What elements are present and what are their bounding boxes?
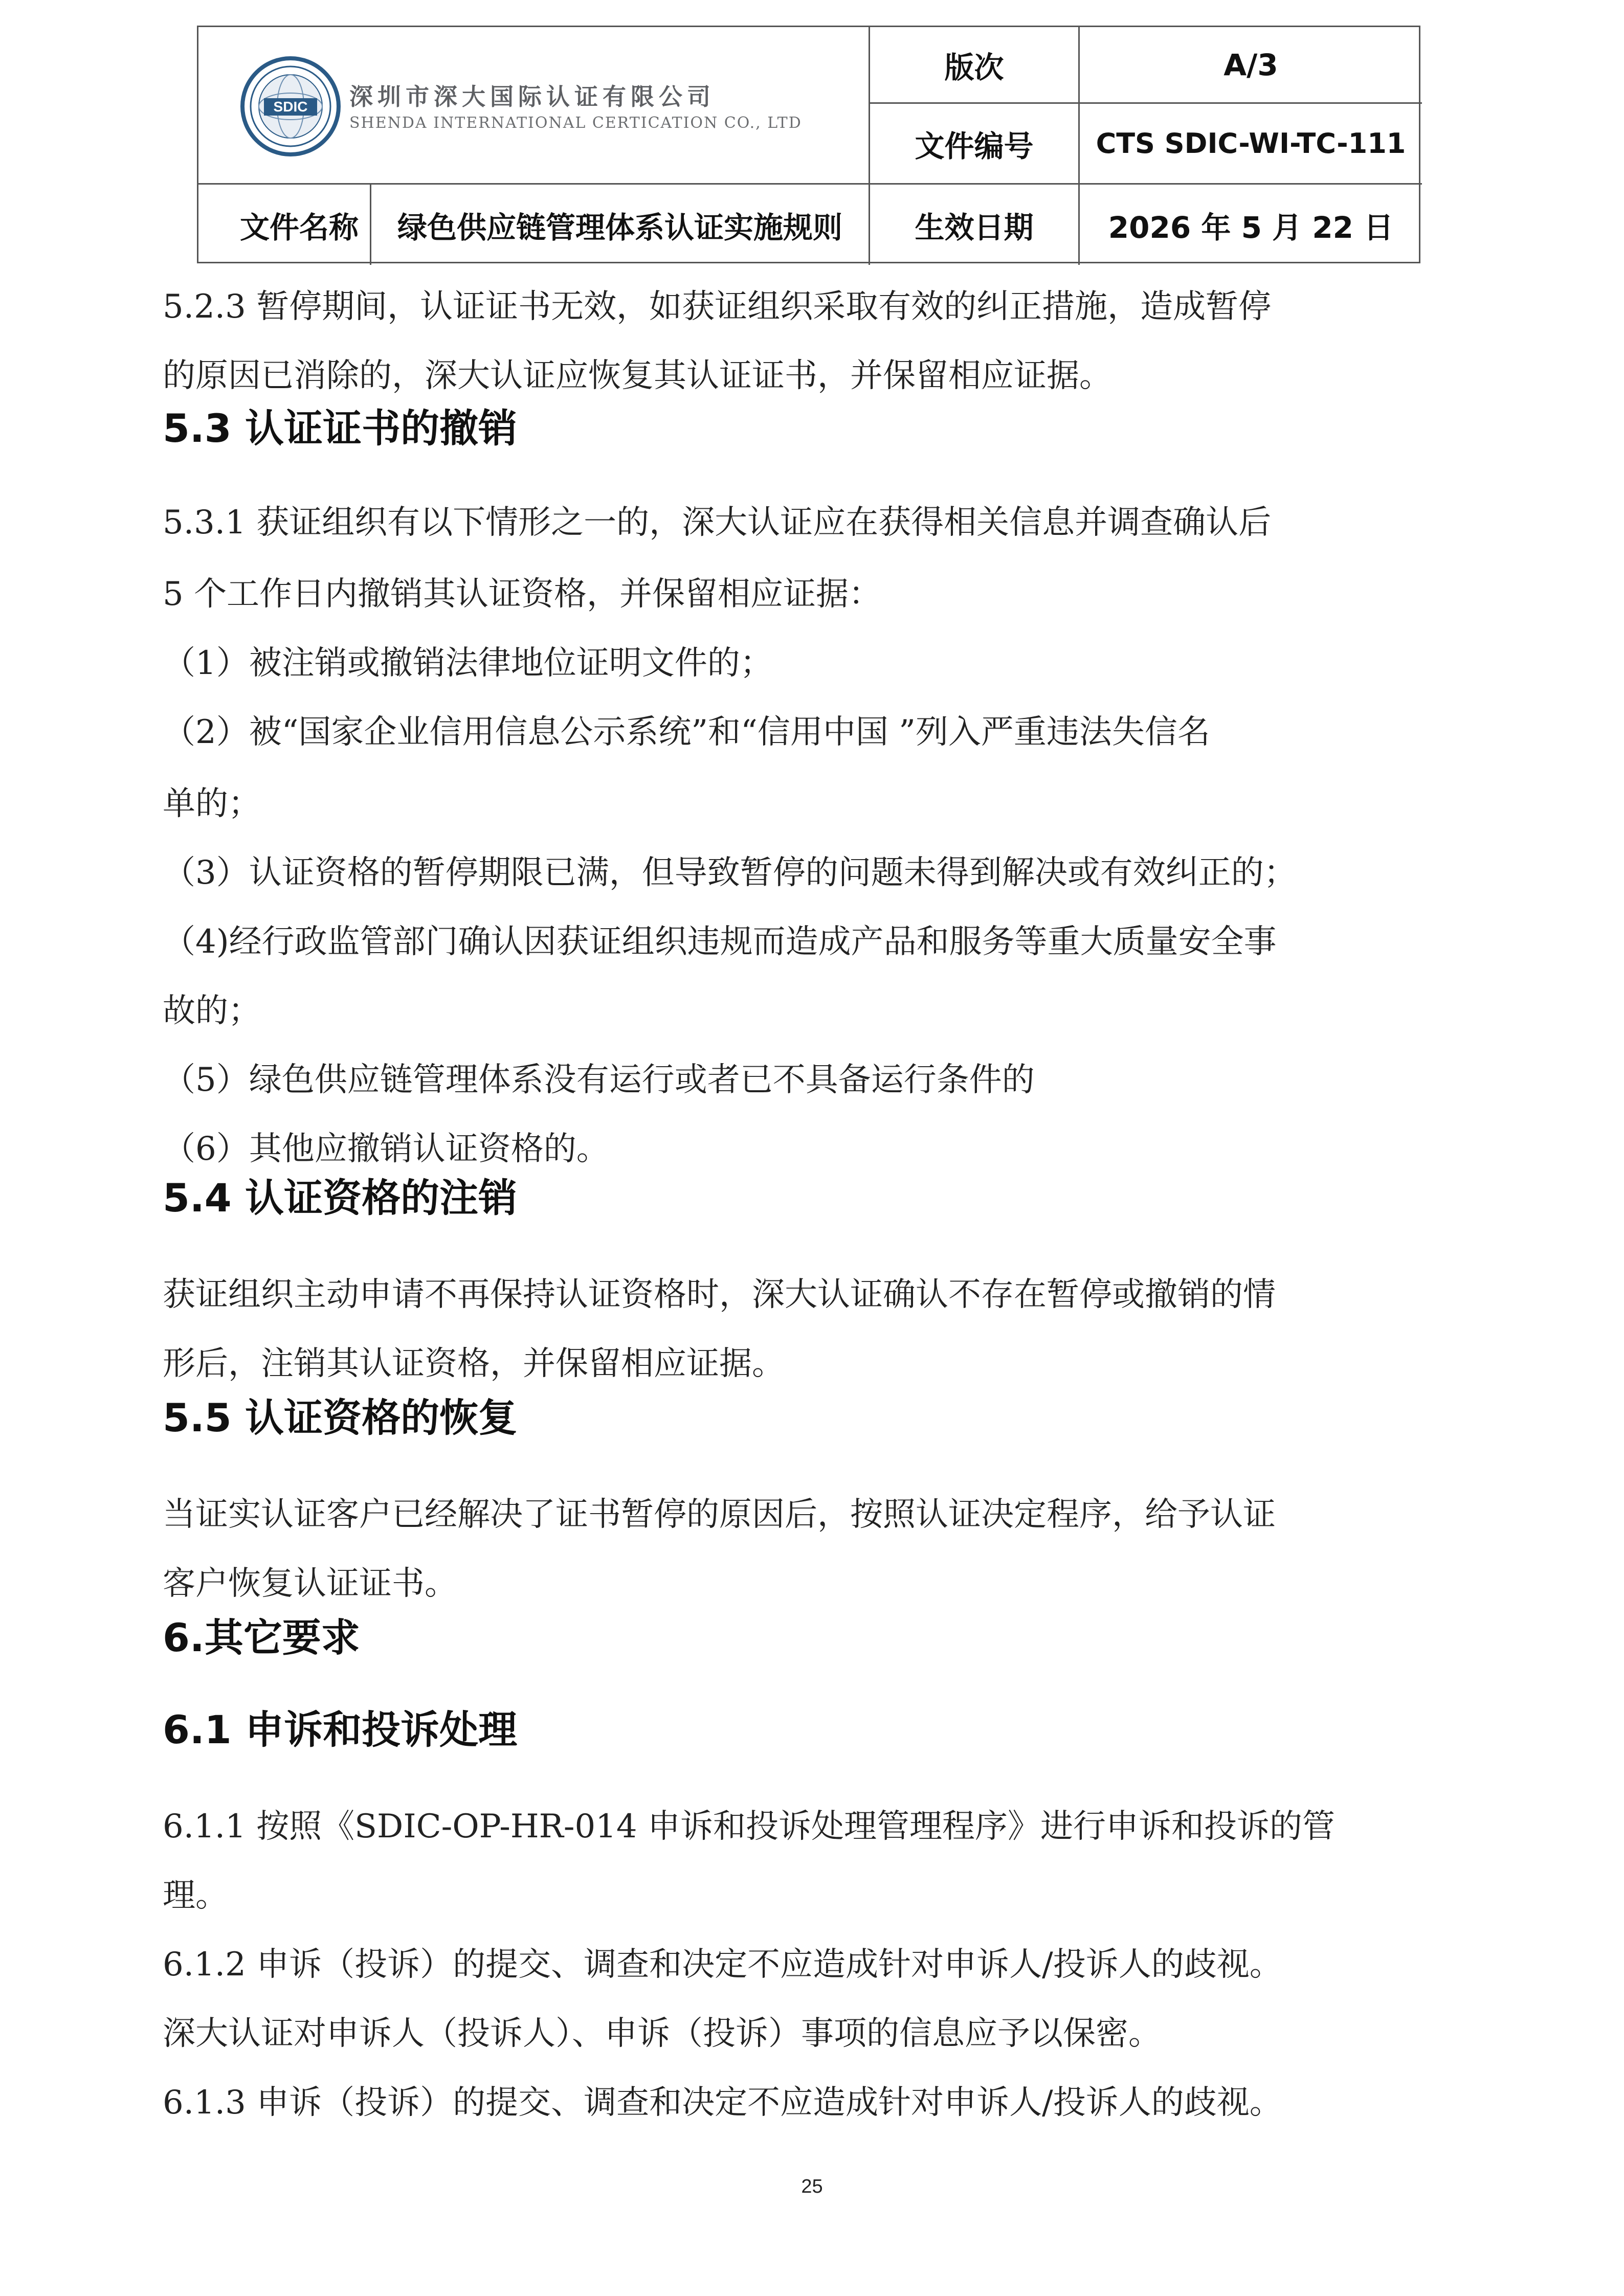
body-line: 获证组织主动申请不再保持认证资格时，深大认证确认不存在暂停或撤销的情 bbox=[163, 1276, 1276, 1314]
section-heading: 6.其它要求 bbox=[163, 1615, 360, 1660]
body-line: 形后，注销其认证资格，并保留相应证据。 bbox=[163, 1345, 785, 1383]
effective-date-label: 生效日期 bbox=[915, 210, 1034, 245]
body-line: 客户恢复认证证书。 bbox=[163, 1565, 457, 1603]
list-item: （1）被注销或撤销法律地位证明文件的； bbox=[163, 644, 773, 682]
document-header-table bbox=[197, 26, 1420, 263]
doc-name-value: 绿色供应链管理体系认证实施规则 bbox=[397, 210, 842, 245]
company-seal-icon bbox=[239, 55, 342, 157]
doc-number-value: CTS SDIC-WI-TC-111 bbox=[1096, 127, 1406, 160]
company-name-en: SHENDA INTERNATIONAL CERTICATION CO., LTD bbox=[349, 114, 802, 132]
body-line: 当证实认证客户已经解决了证书暂停的原因后，按照认证决定程序，给予认证 bbox=[163, 1496, 1276, 1534]
version-value: A/3 bbox=[1223, 47, 1278, 82]
body-line: 5 个工作日内撤销其认证资格，并保留相应证据： bbox=[163, 575, 882, 613]
svg-text:SDIC: SDIC bbox=[273, 99, 308, 115]
body-line: 理。 bbox=[163, 1877, 228, 1915]
list-item-continued: 故的； bbox=[163, 992, 261, 1030]
list-item-continued: 单的； bbox=[163, 785, 261, 823]
page-number: 25 bbox=[801, 2176, 823, 2197]
list-item: （3）认证资格的暂停期限已满，但导致暂停的问题未得到解决或有效纠正的； bbox=[163, 854, 1297, 892]
list-item: （6）其他应撤销认证资格的。 bbox=[163, 1130, 609, 1168]
doc-name-label: 文件名称 bbox=[239, 210, 359, 245]
section-heading: 6.1 申诉和投诉处理 bbox=[163, 1707, 518, 1752]
body-line: 6.1.3 申诉（投诉）的提交、调查和决定不应造成针对申诉人/投诉人的歧视。 bbox=[163, 2084, 1282, 2122]
body-line: 5.3.1 获证组织有以下情形之一的，深大认证应在获得相关信息并调查确认后 bbox=[163, 504, 1272, 542]
section-heading: 5.4 认证资格的注销 bbox=[163, 1175, 518, 1221]
body-line: 深大认证对申诉人（投诉人）、申诉（投诉）事项的信息应予以保密。 bbox=[163, 2015, 1161, 2053]
company-name-cn: 深圳市深大国际认证有限公司 bbox=[349, 83, 715, 110]
body-line: 6.1.1 按照《SDIC-OP-HR-014 申诉和投诉处理管理程序》进行申诉和投诉的管 bbox=[163, 1808, 1335, 1845]
doc-number-label: 文件编号 bbox=[915, 128, 1034, 164]
section-heading: 5.3 认证证书的撤销 bbox=[163, 406, 518, 451]
body-line: 6.1.2 申诉（投诉）的提交、调查和决定不应造成针对申诉人/投诉人的歧视。 bbox=[163, 1946, 1282, 1984]
section-heading: 5.5 认证资格的恢复 bbox=[163, 1395, 518, 1440]
list-item: （4)经行政监管部门确认因获证组织违规而造成产品和服务等重大质量安全事 bbox=[163, 923, 1277, 961]
body-line: 5.2.3 暂停期间，认证证书无效，如获证组织采取有效的纠正措施，造成暂停 bbox=[163, 288, 1272, 326]
version-label: 版次 bbox=[944, 50, 1004, 85]
effective-date-value: 2026 年 5 月 22 日 bbox=[1108, 210, 1394, 245]
list-item: （2）被“国家企业信用信息公示系统”和“信用中国 ”列入严重违法失信名 bbox=[163, 713, 1210, 751]
list-item: （5）绿色供应链管理体系没有运行或者已不具备运行条件的 bbox=[163, 1061, 1035, 1099]
company-logo bbox=[239, 55, 853, 173]
body-line: 的原因已消除的，深大认证应恢复其认证证书，并保留相应证据。 bbox=[163, 357, 1112, 395]
